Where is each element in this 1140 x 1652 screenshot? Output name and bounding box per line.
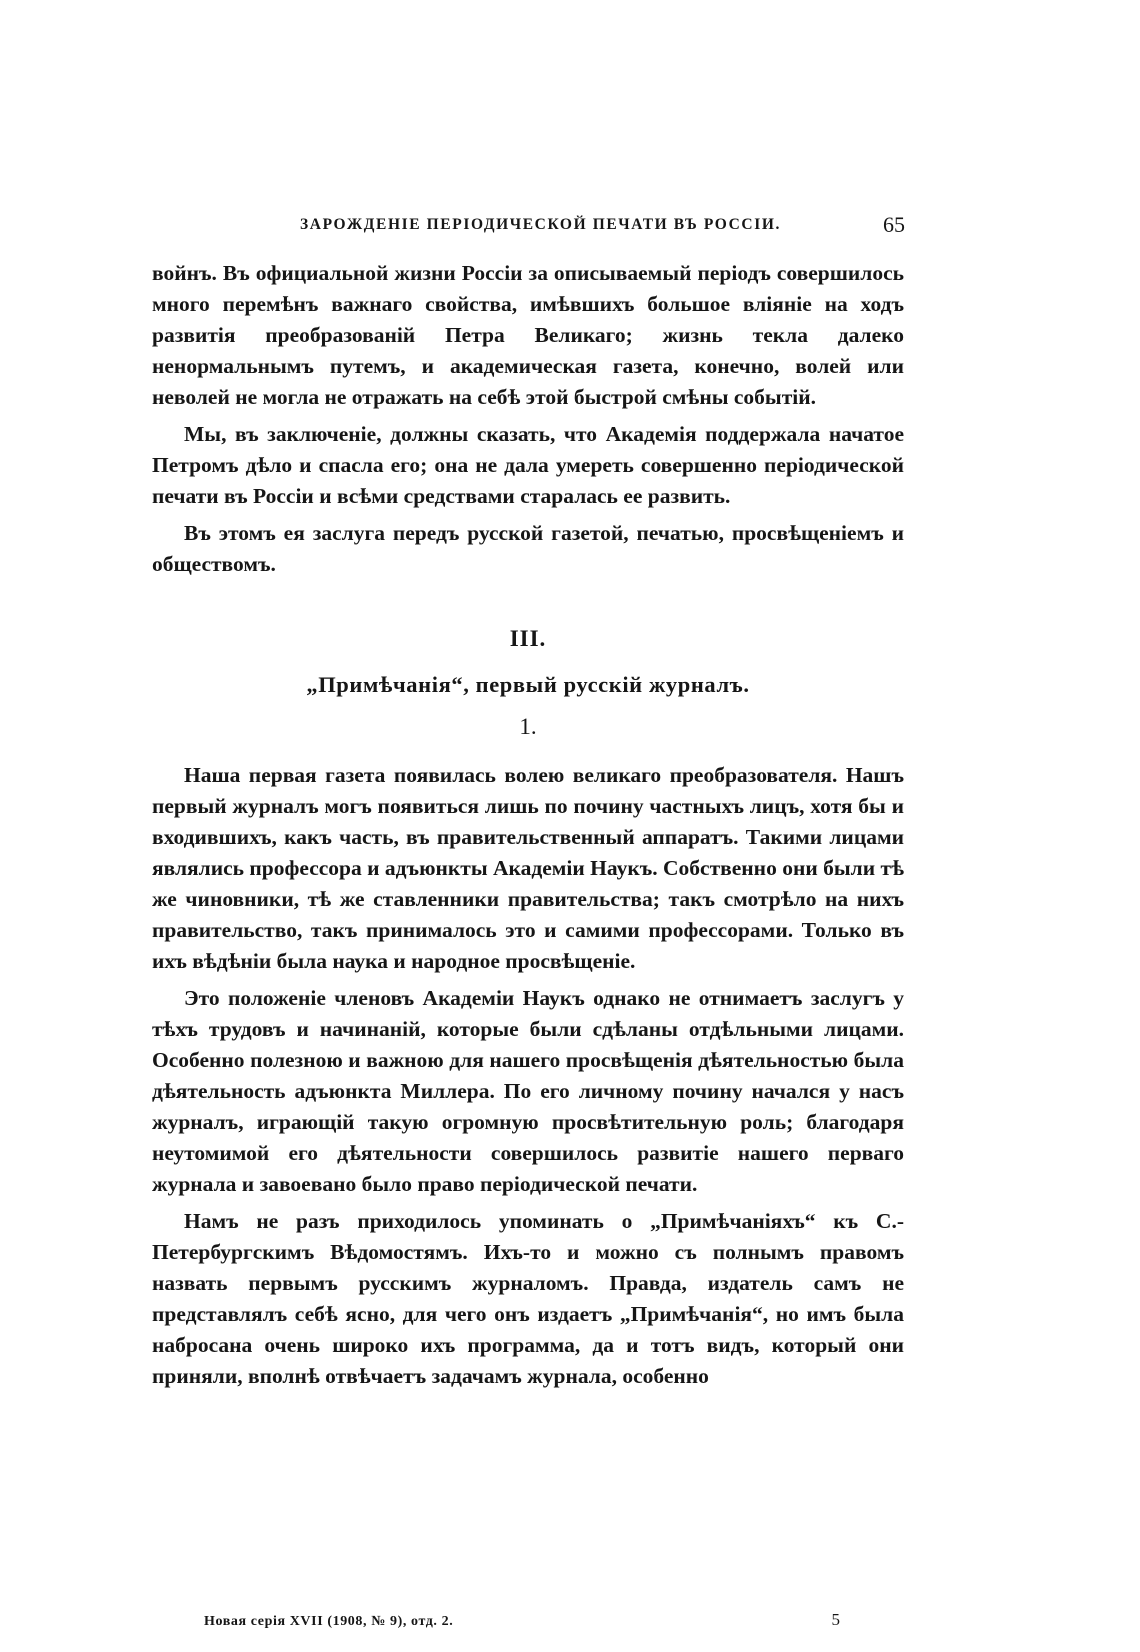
running-title: ЗАРОЖДЕНІЕ ПЕРІОДИЧЕСКОЙ ПЕЧАТИ ВЪ РОССІИ.	[300, 216, 781, 233]
paragraph: Это положеніе членовъ Академіи Наукъ однако не отнимаетъ заслугъ у тѣхъ трудовъ и начинаній, которые были сдѣланы отдѣльными лицами. Особенно полезною и важною для нашего просвѣщенія дѣятельностью была дѣятельность адъюнкта Миллера. По его личному почину начался у насъ журналъ, играющій такую огромную просвѣтительную роль; благодаря неутомимой его дѣятельности совершилось развитіе нашего перваго журнала и завоевано было право періодической печати.	[152, 986, 904, 1196]
page-footer	[204, 1610, 840, 1634]
paragraph: войнъ. Въ официальной жизни Россіи за описываемый періодъ совершилось много перемѣнъ важнаго свойства, имѣвшихъ большое вліяніе на ходъ развитія преобразованій Петра Великаго; жизнь текла далеко ненормальнымъ путемъ, и академическая газета, конечно, волей или неволей не могла не отражать на себѣ этой быстрой смѣны событій.	[152, 261, 904, 409]
subsection-number: 1.	[519, 714, 537, 739]
page-body	[152, 258, 904, 1392]
paragraph: Намъ не разъ приходилось упоминать о „Примѣчаніяхъ“ къ С.-Петербургскимъ Вѣдомостямъ. Ихъ-то и можно съ полнымъ правомъ назвать первымъ русскимъ журналомъ. Правда, издатель самъ не представлялъ себѣ ясно, для чего онъ издаетъ „Примѣчанія“, но имъ была набросана очень широко ихъ программа, да и тотъ видъ, который они приняли, вполнѣ отвѣчаетъ задачамъ журнала, особенно	[152, 1209, 904, 1388]
page-number: 65	[883, 212, 905, 237]
signature-mark: 5	[831, 1610, 840, 1629]
footer-note: Новая серія XVII (1908, № 9), отд. 2.	[204, 1614, 454, 1629]
paragraph: Наша первая газета появилась волею великаго преобразователя. Нашъ первый журналъ могъ появиться лишь по почину частныхъ лицъ, хотя бы и входившихъ, какъ часть, въ правительственный аппаратъ. Такими лицами являлись профессора и адъюнкты Академіи Наукъ. Собственно они были тѣ же чиновники, тѣ же ставленники правительства; такъ смотрѣло на нихъ правительство, такъ принималось это и самими профессорами. Только въ ихъ вѣдѣніи была наука и народное просвѣщеніе.	[152, 763, 904, 973]
paragraph: Мы, въ заключеніе, должны сказать, что Академія поддержала начатое Петромъ дѣло и спасла его; она не дала умереть совершенно періодической печати въ Россіи и всѣми средствами старалась ее развить.	[152, 422, 904, 508]
page-header	[300, 212, 905, 240]
part-number: III.	[509, 626, 547, 651]
section-title: „Примѣчанія“, первый русскій журналъ.	[306, 672, 750, 697]
section-body	[152, 760, 904, 1392]
paragraph: Въ этомъ ея заслуга передъ русской газетой, печатью, просвѣщеніемъ и обществомъ.	[152, 521, 904, 576]
